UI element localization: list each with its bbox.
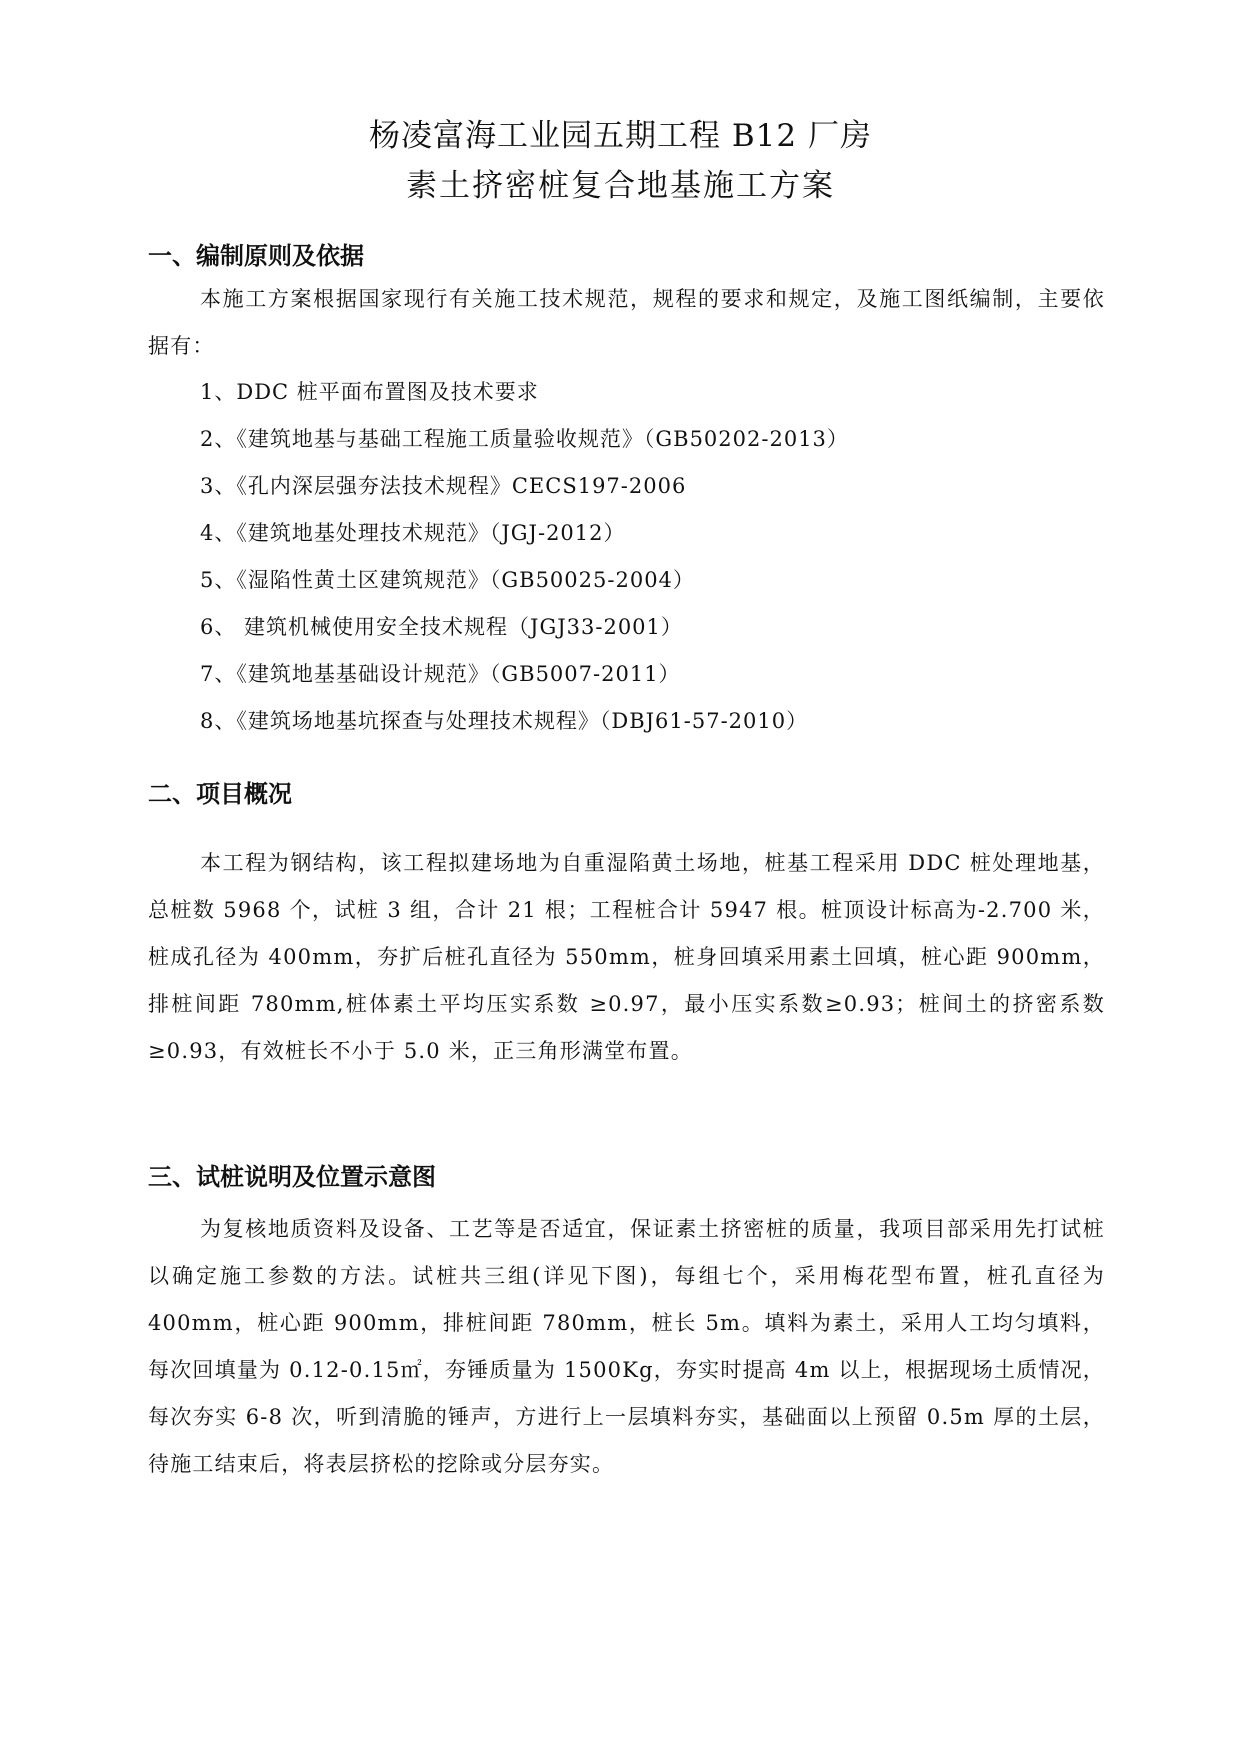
document-title-line2: 素土挤密桩复合地基施工方案 — [406, 168, 835, 204]
section-body-test-piles: 为复核地质资料及设备、工艺等是否适宜，保证素土挤密桩的质量，我项目部采用先打试桩以确定施工参数的方法。试桩共三组(详见下图)，每组七个，采用梅花型布置，桩孔直径为 400mm，桩心距 900mm，排桩间距 780mm，桩长 5m。填料为素土，采用人工均匀填料，每次回填量为 0.12-0.15㎡，夯锤质量为 1500Kg，夯实时提高 4m 以上，根据现场土质情况，每次夯实 6-8 次，听到清脆的锤声，方进行上一层填料夯实，基础面以上预留 0.5m 厚的土层，待施工结束后，将表层挤松的挖除或分层夯实。 — [148, 1217, 1105, 1476]
reference-item-2: 2、《建筑地基与基础工程施工质量验收规范》（GB50202-2013） — [200, 427, 849, 451]
reference-item-6: 6、 建筑机械使用安全技术规程（JGJ33-2001） — [200, 615, 683, 639]
section-body-overview: 本工程为钢结构，该工程拟建场地为自重湿陷黄土场地，桩基工程采用 DDC 桩处理地基，总桩数 5968 个，试桩 3 组，合计 21 根；工程桩合计 5947 根。桩顶设计标高为-2.700 米，桩成孔径为 400mm，夯扩后桩孔直径为 550mm，桩身回填采用素土回填，桩心距 900mm，排桩间距 780mm,桩体素土平均压实系数 ≥0.97，最小压实系数≥0.93；桩间土的挤密系数≥0.93，有效桩长不小于 5.0 米，正三角形满堂布置。 — [148, 851, 1105, 1063]
reference-item-3: 3、《孔内深层强夯法技术规程》CECS197-2006 — [200, 474, 687, 498]
reference-item-1: 1、DDC 桩平面布置图及技术要求 — [200, 380, 539, 404]
section-heading-principles: 一、编制原则及依据 — [148, 242, 364, 270]
section-heading-test-piles: 三、试桩说明及位置示意图 — [148, 1163, 436, 1191]
section-intro-principles: 本施工方案根据国家现行有关施工技术规范，规程的要求和规定，及施工图纸编制，主要依据有： — [148, 287, 1105, 358]
reference-item-4: 4、《建筑地基处理技术规范》（JGJ-2012） — [200, 521, 626, 545]
reference-item-8: 8、《建筑场地基坑探查与处理技术规程》（DBJ61-57-2010） — [200, 709, 809, 733]
document-title-line1: 杨凌富海工业园五期工程 B12 厂房 — [369, 118, 872, 154]
reference-item-7: 7、《建筑地基基础设计规范》（GB5007-2011） — [200, 662, 681, 686]
section-heading-overview: 二、项目概况 — [148, 780, 292, 808]
reference-item-5: 5、《湿陷性黄土区建筑规范》（GB50025-2004） — [200, 568, 695, 592]
